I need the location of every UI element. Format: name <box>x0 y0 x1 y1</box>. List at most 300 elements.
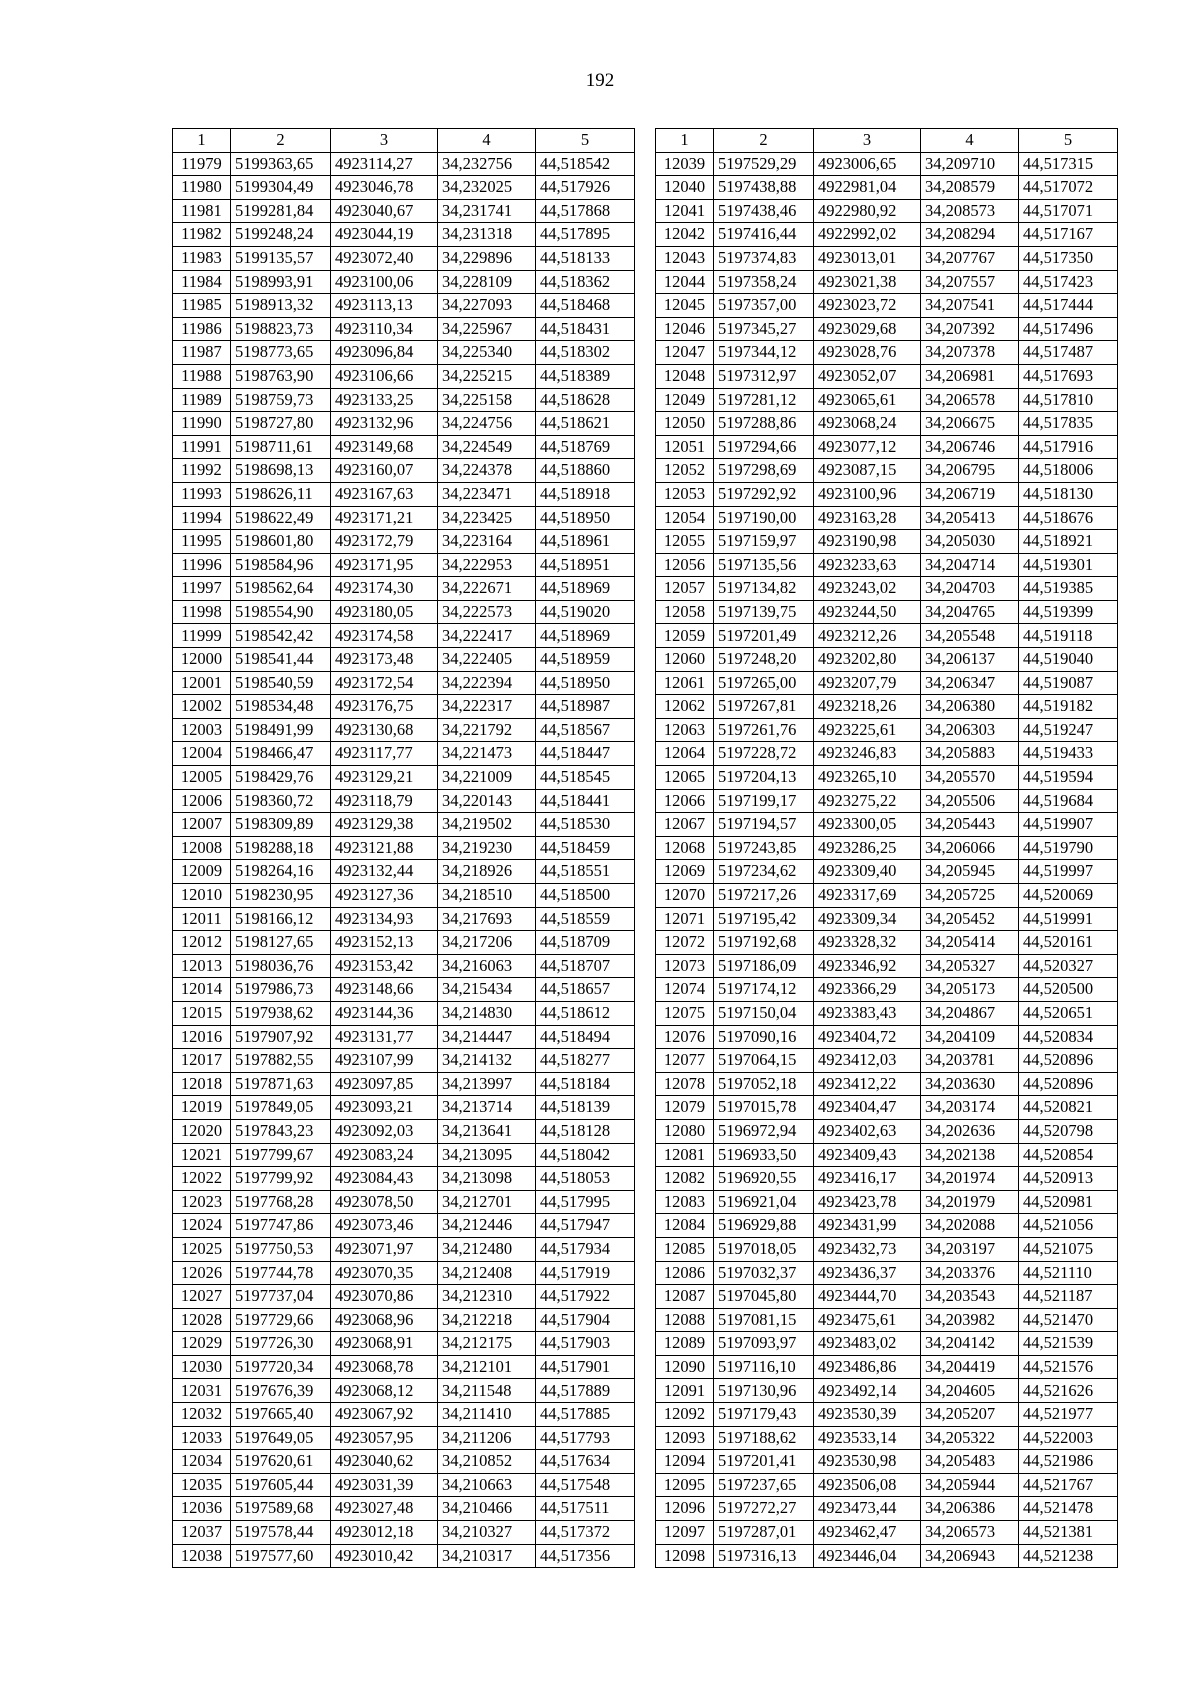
table-cell: 34,205570 <box>921 766 1019 790</box>
table-cell: 4923444,70 <box>814 1285 921 1309</box>
table-cell: 4923412,03 <box>814 1049 921 1073</box>
table-cell: 44,518500 <box>536 884 635 908</box>
column-header: 1 <box>656 129 714 153</box>
table-cell: 4923052,07 <box>814 364 921 388</box>
table-cell: 11999 <box>173 624 231 648</box>
table-cell: 12043 <box>656 246 714 270</box>
table-cell: 4923180,05 <box>331 600 438 624</box>
table-cell: 34,218510 <box>438 884 536 908</box>
table-cell: 34,213641 <box>438 1119 536 1143</box>
table-cell: 44,518918 <box>536 482 635 506</box>
table-cell: 5198759,73 <box>231 388 331 412</box>
table-cell: 34,204419 <box>921 1355 1019 1379</box>
table-cell: 4923077,12 <box>814 435 921 459</box>
table-cell: 44,517835 <box>1019 412 1118 436</box>
table-cell: 44,517889 <box>536 1379 635 1403</box>
table-cell: 11997 <box>173 577 231 601</box>
table-cell: 5198562,64 <box>231 577 331 601</box>
table-cell: 34,206066 <box>921 836 1019 860</box>
table-cell: 34,206380 <box>921 695 1019 719</box>
table-cell: 4923404,47 <box>814 1096 921 1120</box>
table-row <box>173 1261 635 1285</box>
table-cell: 44,518542 <box>536 152 635 176</box>
table-cell: 44,518139 <box>536 1096 635 1120</box>
table-cell: 4923309,34 <box>814 907 921 931</box>
table-cell: 34,210663 <box>438 1473 536 1497</box>
table-cell: 44,518053 <box>536 1167 635 1191</box>
table-cell: 34,214447 <box>438 1025 536 1049</box>
coordinates-table-left <box>172 128 635 1568</box>
table-row <box>656 742 1118 766</box>
table-cell: 34,203781 <box>921 1049 1019 1073</box>
table-row <box>173 482 635 506</box>
table-row <box>173 1521 635 1545</box>
table-cell: 44,521576 <box>1019 1355 1118 1379</box>
table-cell: 44,518567 <box>536 718 635 742</box>
table-cell: 34,206719 <box>921 482 1019 506</box>
table-cell: 44,518969 <box>536 577 635 601</box>
table-cell: 34,213997 <box>438 1072 536 1096</box>
table-cell: 34,219502 <box>438 813 536 837</box>
table-cell: 5198491,99 <box>231 718 331 742</box>
table-cell: 44,518559 <box>536 907 635 931</box>
table-cell: 5197248,20 <box>714 648 814 672</box>
table-cell: 5197032,37 <box>714 1261 814 1285</box>
table-cell: 12066 <box>656 789 714 813</box>
table-cell: 44,517926 <box>536 176 635 200</box>
table-cell: 4923492,14 <box>814 1379 921 1403</box>
table-cell: 4923160,07 <box>331 459 438 483</box>
table-cell: 4923473,44 <box>814 1497 921 1521</box>
table-cell: 34,223471 <box>438 482 536 506</box>
table-row <box>173 317 635 341</box>
table-row <box>656 1072 1118 1096</box>
table-cell: 34,201974 <box>921 1167 1019 1191</box>
table-cell: 5198309,89 <box>231 813 331 837</box>
table-row <box>173 1167 635 1191</box>
table-cell: 5197228,72 <box>714 742 814 766</box>
table-cell: 34,205173 <box>921 978 1019 1002</box>
table-cell: 5197649,05 <box>231 1426 331 1450</box>
table-cell: 12084 <box>656 1214 714 1238</box>
column-header: 1 <box>173 129 231 153</box>
table-cell: 5197064,15 <box>714 1049 814 1073</box>
table-cell: 12014 <box>173 978 231 1002</box>
table-cell: 44,519040 <box>1019 648 1118 672</box>
table-cell: 34,222317 <box>438 695 536 719</box>
table-cell: 11996 <box>173 553 231 577</box>
table-cell: 34,205725 <box>921 884 1019 908</box>
table-row <box>656 1190 1118 1214</box>
table-cell: 34,205883 <box>921 742 1019 766</box>
table-cell: 12052 <box>656 459 714 483</box>
table-cell: 44,517793 <box>536 1426 635 1450</box>
table-cell: 12063 <box>656 718 714 742</box>
table-cell: 5197045,80 <box>714 1285 814 1309</box>
table-row <box>173 459 635 483</box>
table-cell: 5198036,76 <box>231 954 331 978</box>
table-cell: 4923533,14 <box>814 1426 921 1450</box>
table-cell: 44,518447 <box>536 742 635 766</box>
table-cell: 44,521767 <box>1019 1473 1118 1497</box>
table-cell: 4923174,58 <box>331 624 438 648</box>
table-cell: 34,217693 <box>438 907 536 931</box>
table-row <box>656 860 1118 884</box>
table-cell: 5197267,81 <box>714 695 814 719</box>
table-cell: 12000 <box>173 648 231 672</box>
table-cell: 34,211548 <box>438 1379 536 1403</box>
table-cell: 11992 <box>173 459 231 483</box>
table-cell: 34,232756 <box>438 152 536 176</box>
column-header: 4 <box>438 129 536 153</box>
table-cell: 44,519907 <box>1019 813 1118 837</box>
table-cell: 12007 <box>173 813 231 837</box>
table-cell: 12009 <box>173 860 231 884</box>
table-cell: 34,214132 <box>438 1049 536 1073</box>
table-cell: 4923130,68 <box>331 718 438 742</box>
table-cell: 34,208294 <box>921 223 1019 247</box>
table-cell: 5197849,05 <box>231 1096 331 1120</box>
table-cell: 4923286,25 <box>814 836 921 860</box>
table-row <box>173 1049 635 1073</box>
table-row <box>656 482 1118 506</box>
table-cell: 5197186,09 <box>714 954 814 978</box>
table-cell: 4923309,40 <box>814 860 921 884</box>
table-cell: 34,205030 <box>921 530 1019 554</box>
table-cell: 12042 <box>656 223 714 247</box>
table-cell: 44,518961 <box>536 530 635 554</box>
table-cell: 44,519087 <box>1019 671 1118 695</box>
table-row <box>173 978 635 1002</box>
table-cell: 5196933,50 <box>714 1143 814 1167</box>
table-cell: 4923244,50 <box>814 600 921 624</box>
table-cell: 34,218926 <box>438 860 536 884</box>
table-cell: 4923073,46 <box>331 1214 438 1238</box>
table-row <box>173 270 635 294</box>
table-cell: 34,212175 <box>438 1332 536 1356</box>
table-cell: 34,206943 <box>921 1544 1019 1568</box>
table-cell: 4923065,61 <box>814 388 921 412</box>
table-cell: 44,517919 <box>536 1261 635 1285</box>
table-cell: 11983 <box>173 246 231 270</box>
table-cell: 44,517916 <box>1019 435 1118 459</box>
table-row <box>173 176 635 200</box>
table-cell: 11998 <box>173 600 231 624</box>
table-cell: 4923144,36 <box>331 1001 438 1025</box>
table-cell: 4923097,85 <box>331 1072 438 1096</box>
table-cell: 12028 <box>173 1308 231 1332</box>
table-row <box>173 341 635 365</box>
table-cell: 44,519684 <box>1019 789 1118 813</box>
table-cell: 12004 <box>173 742 231 766</box>
table-row <box>656 695 1118 719</box>
table-cell: 5197135,56 <box>714 553 814 577</box>
table-cell: 4923163,28 <box>814 506 921 530</box>
table-cell: 34,205483 <box>921 1450 1019 1474</box>
table-cell: 44,519594 <box>1019 766 1118 790</box>
table-row <box>173 600 635 624</box>
table-cell: 4923132,96 <box>331 412 438 436</box>
table-cell: 4923173,48 <box>331 648 438 672</box>
table-cell: 44,517947 <box>536 1214 635 1238</box>
table-cell: 44,521626 <box>1019 1379 1118 1403</box>
table-cell: 34,201979 <box>921 1190 1019 1214</box>
table-cell: 34,211206 <box>438 1426 536 1450</box>
table-row <box>656 766 1118 790</box>
table-row <box>173 246 635 270</box>
table-cell: 34,211410 <box>438 1403 536 1427</box>
table-row <box>656 1544 1118 1568</box>
table-cell: 5197139,75 <box>714 600 814 624</box>
table-cell: 4923317,69 <box>814 884 921 908</box>
table-cell: 34,225967 <box>438 317 536 341</box>
table-cell: 34,213714 <box>438 1096 536 1120</box>
table-cell: 5197438,88 <box>714 176 814 200</box>
table-cell: 5197589,68 <box>231 1497 331 1521</box>
table-cell: 4923366,29 <box>814 978 921 1002</box>
table-cell: 4923028,76 <box>814 341 921 365</box>
table-row <box>173 742 635 766</box>
table-row <box>656 1403 1118 1427</box>
table-cell: 34,206303 <box>921 718 1019 742</box>
table-cell: 5197729,66 <box>231 1308 331 1332</box>
table-cell: 4923071,97 <box>331 1237 438 1261</box>
table-cell: 5197288,86 <box>714 412 814 436</box>
table-row <box>173 1001 635 1025</box>
table-row <box>173 1403 635 1427</box>
table-cell: 12046 <box>656 317 714 341</box>
table-cell: 5197130,96 <box>714 1379 814 1403</box>
table-cell: 44,517423 <box>1019 270 1118 294</box>
table-cell: 34,209710 <box>921 152 1019 176</box>
table-cell: 5199281,84 <box>231 199 331 223</box>
table-cell: 5196920,55 <box>714 1167 814 1191</box>
table-cell: 5197090,16 <box>714 1025 814 1049</box>
table-cell: 4923113,13 <box>331 294 438 318</box>
table-cell: 12008 <box>173 836 231 860</box>
table-cell: 5197194,57 <box>714 813 814 837</box>
table-cell: 44,520981 <box>1019 1190 1118 1214</box>
table-cell: 44,519385 <box>1019 577 1118 601</box>
table-cell: 34,204867 <box>921 1001 1019 1025</box>
table-cell: 4923402,63 <box>814 1119 921 1143</box>
table-cell: 44,517315 <box>1019 152 1118 176</box>
table-cell: 34,203982 <box>921 1308 1019 1332</box>
table-cell: 5196972,94 <box>714 1119 814 1143</box>
table-cell: 12023 <box>173 1190 231 1214</box>
table-cell: 34,210327 <box>438 1521 536 1545</box>
table-cell: 44,518676 <box>1019 506 1118 530</box>
table-cell: 4923068,78 <box>331 1355 438 1379</box>
table-cell: 4923483,02 <box>814 1332 921 1356</box>
table-cell: 4923084,43 <box>331 1167 438 1191</box>
table-cell: 4923106,66 <box>331 364 438 388</box>
table-cell: 12037 <box>173 1521 231 1545</box>
table-cell: 34,207392 <box>921 317 1019 341</box>
table-row <box>656 1261 1118 1285</box>
table-cell: 5199135,57 <box>231 246 331 270</box>
table-cell: 34,204605 <box>921 1379 1019 1403</box>
table-cell: 5198993,91 <box>231 270 331 294</box>
table-cell: 12053 <box>656 482 714 506</box>
table-cell: 5198429,76 <box>231 766 331 790</box>
table-cell: 44,517634 <box>536 1450 635 1474</box>
table-cell: 12057 <box>656 577 714 601</box>
table-cell: 5197150,04 <box>714 1001 814 1025</box>
table-row <box>656 718 1118 742</box>
table-row <box>656 1521 1118 1545</box>
table-cell: 44,519991 <box>1019 907 1118 931</box>
table-cell: 5198727,80 <box>231 412 331 436</box>
table-cell: 12097 <box>656 1521 714 1545</box>
table-row <box>656 978 1118 1002</box>
table-cell: 4923029,68 <box>814 317 921 341</box>
table-cell: 34,205443 <box>921 813 1019 837</box>
table-cell: 12041 <box>656 199 714 223</box>
table-cell: 12025 <box>173 1237 231 1261</box>
table-row <box>656 1096 1118 1120</box>
table-row <box>656 648 1118 672</box>
table-cell: 44,519997 <box>1019 860 1118 884</box>
table-row <box>656 341 1118 365</box>
table-row <box>173 1096 635 1120</box>
table-row <box>656 577 1118 601</box>
table-cell: 11979 <box>173 152 231 176</box>
table-cell: 4923475,61 <box>814 1308 921 1332</box>
table-cell: 5198626,11 <box>231 482 331 506</box>
table-row <box>656 1285 1118 1309</box>
table-cell: 4923265,10 <box>814 766 921 790</box>
table-cell: 4923328,32 <box>814 931 921 955</box>
table-cell: 12094 <box>656 1450 714 1474</box>
table-cell: 5199304,49 <box>231 176 331 200</box>
table-cell: 44,518431 <box>536 317 635 341</box>
table-cell: 12047 <box>656 341 714 365</box>
table-cell: 4923127,36 <box>331 884 438 908</box>
table-cell: 34,202138 <box>921 1143 1019 1167</box>
table-row <box>656 1214 1118 1238</box>
table-cell: 12038 <box>173 1544 231 1568</box>
table-cell: 44,521056 <box>1019 1214 1118 1238</box>
table-row <box>173 530 635 554</box>
table-cell: 34,205452 <box>921 907 1019 931</box>
table-cell: 5197768,28 <box>231 1190 331 1214</box>
table-cell: 34,207767 <box>921 246 1019 270</box>
table-cell: 12075 <box>656 1001 714 1025</box>
table-cell: 5197116,10 <box>714 1355 814 1379</box>
table-cell: 4923010,42 <box>331 1544 438 1568</box>
table-cell: 4923031,39 <box>331 1473 438 1497</box>
table-cell: 12034 <box>173 1450 231 1474</box>
table-cell: 5197665,40 <box>231 1403 331 1427</box>
table-cell: 4923129,38 <box>331 813 438 837</box>
table-cell: 44,517487 <box>1019 341 1118 365</box>
table-cell: 5198584,96 <box>231 553 331 577</box>
table-cell: 12031 <box>173 1379 231 1403</box>
table-row <box>656 1001 1118 1025</box>
table-cell: 12088 <box>656 1308 714 1332</box>
table-cell: 44,517885 <box>536 1403 635 1427</box>
table-cell: 12003 <box>173 718 231 742</box>
table-cell: 12077 <box>656 1049 714 1073</box>
table-cell: 5198554,90 <box>231 600 331 624</box>
table-row <box>656 600 1118 624</box>
table-cell: 12039 <box>656 152 714 176</box>
table-cell: 34,232025 <box>438 176 536 200</box>
table-cell: 5198360,72 <box>231 789 331 813</box>
table-cell: 5197243,85 <box>714 836 814 860</box>
table-cell: 44,518389 <box>536 364 635 388</box>
table-cell: 34,203174 <box>921 1096 1019 1120</box>
table-cell: 44,519182 <box>1019 695 1118 719</box>
table-row <box>173 1237 635 1261</box>
table-row <box>656 1167 1118 1191</box>
table-cell: 5197179,43 <box>714 1403 814 1427</box>
table-cell: 44,517895 <box>536 223 635 247</box>
table-cell: 12082 <box>656 1167 714 1191</box>
column-header: 3 <box>814 129 921 153</box>
table-cell: 12091 <box>656 1379 714 1403</box>
table-cell: 12098 <box>656 1544 714 1568</box>
table-cell: 44,517995 <box>536 1190 635 1214</box>
table-cell: 5198711,61 <box>231 435 331 459</box>
table-cell: 44,521470 <box>1019 1308 1118 1332</box>
table-cell: 4923171,95 <box>331 553 438 577</box>
table-cell: 34,213098 <box>438 1167 536 1191</box>
table-cell: 4923218,26 <box>814 695 921 719</box>
table-cell: 12021 <box>173 1143 231 1167</box>
table-cell: 12067 <box>656 813 714 837</box>
table-cell: 5197938,62 <box>231 1001 331 1025</box>
table-cell: 34,206795 <box>921 459 1019 483</box>
table-cell: 4923087,15 <box>814 459 921 483</box>
table-cell: 44,518184 <box>536 1072 635 1096</box>
table-row <box>173 388 635 412</box>
table-cell: 4923190,98 <box>814 530 921 554</box>
table-cell: 5197578,44 <box>231 1521 331 1545</box>
table-row <box>173 506 635 530</box>
table-cell: 4922980,92 <box>814 199 921 223</box>
table-row <box>173 813 635 837</box>
table-cell: 12080 <box>656 1119 714 1143</box>
table-cell: 4923346,92 <box>814 954 921 978</box>
table-cell: 12081 <box>656 1143 714 1167</box>
table-cell: 5197357,00 <box>714 294 814 318</box>
table-cell: 4923129,21 <box>331 766 438 790</box>
table-row <box>656 412 1118 436</box>
table-cell: 5197201,41 <box>714 1450 814 1474</box>
table-cell: 44,519399 <box>1019 600 1118 624</box>
table-row <box>656 789 1118 813</box>
table-cell: 34,205327 <box>921 954 1019 978</box>
table-cell: 5197799,92 <box>231 1167 331 1191</box>
table-cell: 4923083,24 <box>331 1143 438 1167</box>
table-cell: 44,518709 <box>536 931 635 955</box>
table-row <box>656 671 1118 695</box>
table-cell: 11994 <box>173 506 231 530</box>
table-cell: 44,517350 <box>1019 246 1118 270</box>
table-cell: 44,518441 <box>536 789 635 813</box>
table-cell: 44,520798 <box>1019 1119 1118 1143</box>
table-cell: 34,203197 <box>921 1237 1019 1261</box>
table-cell: 12013 <box>173 954 231 978</box>
table-row <box>656 1119 1118 1143</box>
table-row <box>656 435 1118 459</box>
table-cell: 4923152,13 <box>331 931 438 955</box>
table-row <box>173 931 635 955</box>
table-cell: 5197620,61 <box>231 1450 331 1474</box>
table-cell: 12017 <box>173 1049 231 1073</box>
